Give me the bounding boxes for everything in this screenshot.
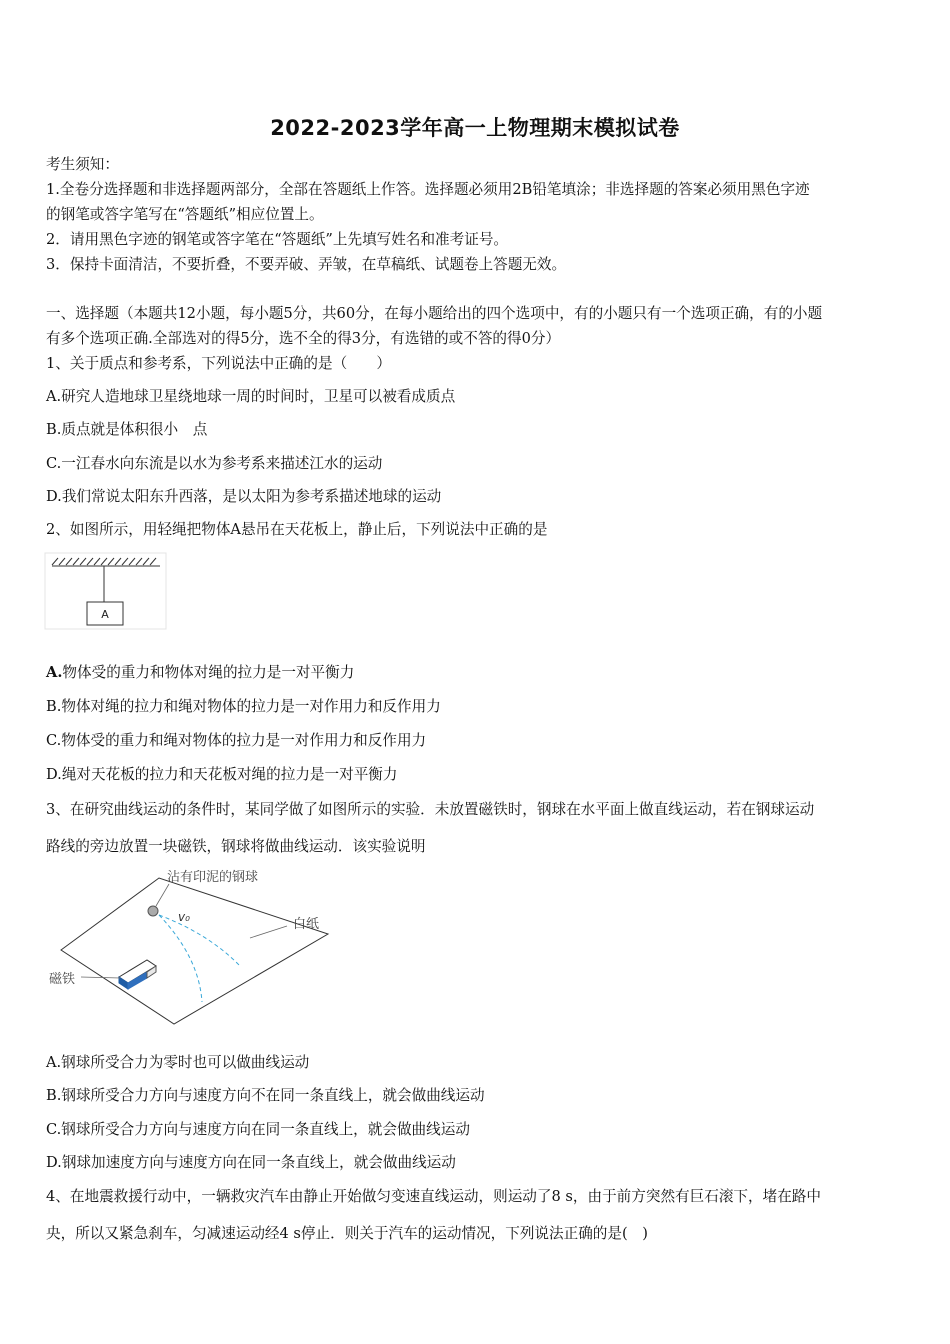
section-heading-cont: 有多个选项正确.全部选对的得5分，选不全的得3分，有选错的或不答的得0分） bbox=[46, 330, 561, 347]
steel-ball bbox=[148, 906, 158, 916]
q3-option-b: B.钢球所受合力方向与速度方向不在同一条直线上，就会做曲线运动 bbox=[46, 1087, 485, 1104]
white-paper bbox=[61, 878, 328, 1024]
notice-heading: 考生须知： bbox=[46, 156, 119, 173]
magnet-label: 磁铁 bbox=[49, 972, 76, 987]
q1-stem: 1、关于质点和参考系，下列说法中正确的是（ ） bbox=[46, 355, 391, 372]
q3-option-c: C.钢球所受合力方向与速度方向在同一条直线上，就会做曲线运动 bbox=[46, 1121, 470, 1138]
q2-option-a-text: 物体受的重力和物体对绳的拉力是一对平衡力 bbox=[62, 664, 355, 681]
q1-option-b: B.质点就是体积很小 点 bbox=[46, 421, 208, 438]
q2-option-b: B.物体对绳的拉力和绳对物体的拉力是一对作用力和反作用力 bbox=[46, 698, 441, 715]
page-title: 2022-2023学年高一上物理期末模拟试卷 bbox=[270, 116, 680, 140]
ball-label: 沾有印泥的钢球 bbox=[167, 870, 259, 885]
q3-option-a: A.钢球所受合力为零时也可以做曲线运动 bbox=[46, 1054, 310, 1071]
q2-option-c: C.物体受的重力和绳对物体的拉力是一对作用力和反作用力 bbox=[46, 732, 427, 749]
q1-option-a: A.研究人造地球卫星绕地球一周的时间时，卫星可以被看成质点 bbox=[46, 388, 456, 405]
ball-label-leader bbox=[156, 884, 169, 906]
q3-option-d: D.钢球加速度方向与速度方向在同一条直线上，就会做曲线运动 bbox=[46, 1154, 456, 1171]
notice-item-1-cont: 的钢笔或答字笔写在“答题纸”相应位置上。 bbox=[46, 206, 324, 223]
q3-figure bbox=[44, 862, 344, 1030]
magnet bbox=[119, 960, 156, 989]
q2-figure bbox=[44, 552, 168, 630]
q4-stem-cont: 央，所以又紧急刹车，匀减速运动经4 s停止．则关于汽车的运动情况，下列说法正确的是( ) bbox=[46, 1225, 648, 1242]
notice-item-1: 1.全卷分选择题和非选择题两部分，全部在答题纸上作答。选择题必须用2B铅笔填涂；非选择题的答案必须用黑色字迹 bbox=[46, 181, 810, 198]
q3-stem-cont: 路线的旁边放置一块磁铁，钢球将做曲线运动．该实验说明 bbox=[46, 838, 426, 855]
straight-path bbox=[159, 915, 240, 966]
q2-stem: 2、如图所示，用轻绳把物体A悬吊在天花板上，静止后，下列说法中正确的是 bbox=[46, 521, 548, 538]
section-heading: 一、选择题（本题共12小题，每小题5分，共60分，在每小题给出的四个选项中，有的小题只有一个选项正确，有的小题 bbox=[46, 305, 823, 322]
q1-option-c: C.一江春水向东流是以水为参考系来描述江水的运动 bbox=[46, 455, 383, 472]
curved-path bbox=[159, 915, 202, 1002]
paper-label-leader bbox=[250, 926, 287, 938]
block-a-label: A bbox=[101, 608, 109, 621]
q2-option-a: A.物体受的重力和物体对绳的拉力是一对平衡力 bbox=[46, 664, 355, 681]
notice-item-3: 3．保持卡面清洁，不要折叠，不要弄破、弄皱，在草稿纸、试题卷上答题无效。 bbox=[46, 256, 567, 273]
magnet-label-leader bbox=[81, 977, 120, 978]
ceiling-hatch bbox=[52, 558, 160, 566]
q4-stem: 4、在地震救援行动中，一辆救灾汽车由静止开始做匀变速直线运动，则运动了8 s，由于前方突然有巨石滚下，堵在路中 bbox=[46, 1188, 821, 1205]
paper-label: 白纸 bbox=[293, 917, 320, 932]
notice-item-2: 2．请用黑色字迹的钢笔或答字笔在“答题纸”上先填写姓名和准考证号。 bbox=[46, 231, 509, 248]
q3-stem: 3、在研究曲线运动的条件时，某同学做了如图所示的实验．未放置磁铁时，钢球在水平面上做直线运动，若在钢球运动 bbox=[46, 801, 815, 818]
q1-option-d: D.我们常说太阳东升西落，是以太阳为参考系描述地球的运动 bbox=[46, 488, 442, 505]
q2-option-d: D.绳对天花板的拉力和天花板对绳的拉力是一对平衡力 bbox=[46, 766, 398, 783]
velocity-label: v₀ bbox=[178, 910, 190, 924]
